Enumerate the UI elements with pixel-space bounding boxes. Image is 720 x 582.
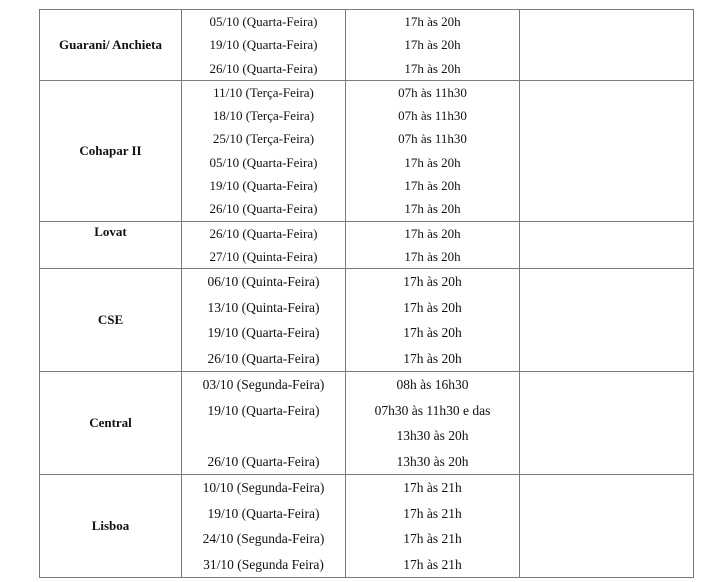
date-text: 26/10 (Quarta-Feira) <box>207 350 320 366</box>
schedule-group-row <box>40 80 694 221</box>
time-text: 17h às 20h <box>403 350 462 366</box>
dates-cell <box>182 221 346 269</box>
location-cell <box>40 475 182 578</box>
location-cell <box>40 221 182 269</box>
times-cell <box>346 221 520 269</box>
empty-cell <box>520 10 694 81</box>
date-text: 19/10 (Quarta-Feira) <box>207 505 320 521</box>
location-cell <box>40 80 182 221</box>
time-text: 17h às 21h <box>403 556 462 572</box>
date-text: 19/10 (Quarta-Feira) <box>207 402 320 418</box>
time-text: 17h às 20h <box>404 201 461 217</box>
date-text: 13/10 (Quinta-Feira) <box>207 299 320 315</box>
date-text: 05/10 (Quarta-Feira) <box>209 14 318 29</box>
time-text: 07h às 11h30 <box>398 131 467 147</box>
date-text: 26/10 (Quarta-Feira) <box>209 60 318 76</box>
time-text: 17h às 21h <box>403 531 462 547</box>
time-text: 17h às 20h <box>404 178 461 194</box>
schedule-table <box>39 9 694 578</box>
time-text: 17h às 20h <box>404 37 461 53</box>
location-name: Lovat <box>94 223 127 239</box>
schedule-group-row <box>40 10 694 81</box>
location-name: Central <box>89 415 132 431</box>
times-cell <box>346 269 520 372</box>
schedule-group-row <box>40 221 694 269</box>
date-text: 26/10 (Quarta-Feira) <box>209 225 318 241</box>
empty-cell <box>520 269 694 372</box>
dates-cell <box>182 269 346 372</box>
time-text: 17h às 20h <box>404 60 461 76</box>
time-text: 07h às 11h30 <box>398 108 467 124</box>
location-name: Cohapar II <box>79 142 142 158</box>
location-cell <box>40 269 182 372</box>
dates-cell <box>182 372 346 475</box>
time-text: 13h30 às 20h <box>396 428 469 444</box>
dates-cell <box>182 475 346 578</box>
time-text: 17h às 20h <box>404 14 461 29</box>
date-text: 11/10 (Terça-Feira) <box>213 84 314 100</box>
date-text: 24/10 (Segunda-Feira) <box>202 531 325 547</box>
date-text: 26/10 (Quarta-Feira) <box>209 201 318 217</box>
time-text: 17h às 21h <box>403 480 462 496</box>
date-text <box>182 423 345 449</box>
location-name: Lisboa <box>91 518 130 534</box>
date-text: 25/10 (Terça-Feira) <box>212 131 315 147</box>
location-cell <box>40 372 182 475</box>
date-text: 31/10 (Segunda Feira) <box>203 556 324 572</box>
schedule-group-row <box>40 372 694 475</box>
location-name: Guarani/ Anchieta <box>59 36 162 52</box>
location-name: CSE <box>97 312 124 328</box>
date-text: 05/10 (Quarta-Feira) <box>209 154 318 170</box>
times-cell <box>346 475 520 578</box>
time-text: 07h30 às 11h30 e das <box>374 402 491 418</box>
date-text: 19/10 (Quarta-Feira) <box>207 325 320 341</box>
times-cell <box>346 10 520 81</box>
date-text: 06/10 (Quinta-Feira) <box>207 274 320 290</box>
dates-cell <box>182 80 346 221</box>
times-cell <box>346 80 520 221</box>
time-text: 08h às 16h30 <box>396 377 469 393</box>
schedule-group-row <box>40 475 694 578</box>
empty-cell <box>520 80 694 221</box>
time-text: 07h às 11h30 <box>398 84 467 100</box>
empty-cell <box>520 372 694 475</box>
time-text: 13h30 às 20h <box>396 453 469 469</box>
date-text: 19/10 (Quarta-Feira) <box>209 37 318 53</box>
schedule-table-body <box>40 10 694 578</box>
time-text: 17h às 20h <box>403 299 462 315</box>
dates-cell <box>182 10 346 81</box>
date-text: 10/10 (Segunda-Feira) <box>202 480 325 496</box>
empty-cell <box>520 475 694 578</box>
empty-cell <box>520 221 694 269</box>
date-text: 03/10 (Segunda-Feira) <box>202 377 325 393</box>
date-text: 19/10 (Quarta-Feira) <box>209 178 318 194</box>
times-cell <box>346 372 520 475</box>
time-text: 17h às 20h <box>403 325 462 341</box>
location-cell <box>40 10 182 81</box>
date-text: 27/10 (Quinta-Feira) <box>209 248 318 264</box>
time-text: 17h às 20h <box>403 274 462 290</box>
date-text: 26/10 (Quarta-Feira) <box>207 453 320 469</box>
schedule-group-row <box>40 269 694 372</box>
time-text: 17h às 21h <box>403 505 462 521</box>
time-text: 17h às 20h <box>404 154 461 170</box>
time-text: 17h às 20h <box>404 248 461 264</box>
date-text: 18/10 (Terça-Feira) <box>212 108 315 124</box>
time-text: 17h às 20h <box>404 225 461 241</box>
